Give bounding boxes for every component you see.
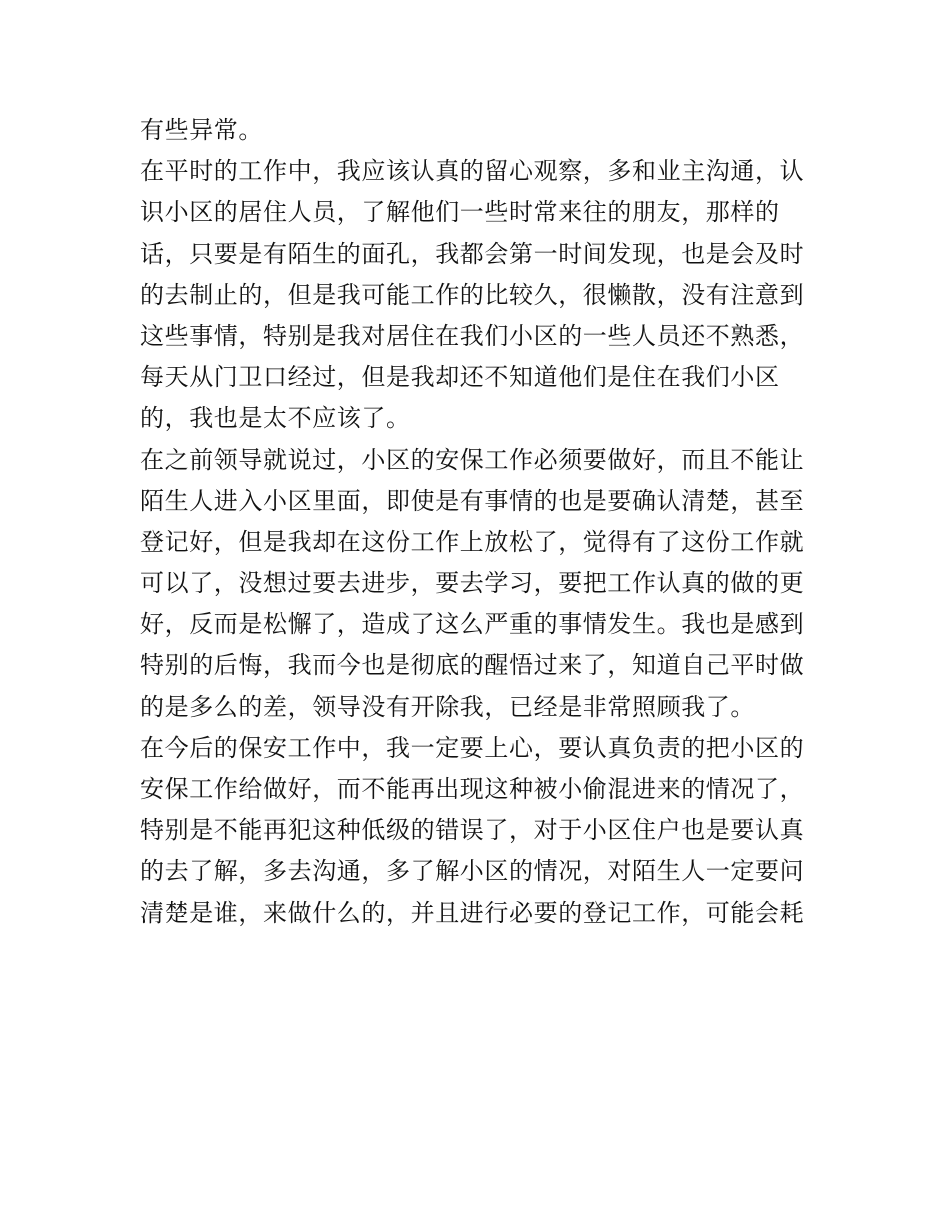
document-body (140, 110, 820, 934)
text-line: 识小区的居住人员，了解他们一些时常来往的朋友，那样的 (140, 198, 780, 227)
text-line: 登记好，但是我却在这份工作上放松了，觉得有了这份工作就 (140, 527, 805, 556)
text-line: 清楚是谁，来做什么的，并且进行必要的登记工作，可能会耗 (140, 898, 805, 927)
text-line: 每天从门卫口经过，但是我却还不知道他们是住在我们小区 (140, 363, 780, 392)
text-line: 有些异常。 (140, 116, 263, 144)
text-line: 陌生人进入小区里面，即使是有事情的也是要确认清楚，甚至 (140, 486, 805, 515)
text-line: 可以了，没想过要去进步，要去学习，要把工作认真的做的更 (140, 569, 805, 598)
text-line: 话，只要是有陌生的面孔，我都会第一时间发现，也是会及时 (140, 239, 805, 268)
text-line: 在平时的工作中，我应该认真的留心观察，多和业主沟通，认 (140, 157, 805, 186)
text-line: 的是多么的差，领导没有开除我，已经是非常照顾我了。 (140, 692, 755, 721)
text-line: 好，反而是松懈了，造成了这么严重的事情发生。我也是感到 (140, 610, 805, 639)
text-line: 在今后的保安工作中，我一定要上心，要认真负责的把小区的 (140, 733, 805, 762)
text-line: 这些事情，特别是我对居住在我们小区的一些人员还不熟悉， (140, 321, 805, 350)
text-line: 的，我也是太不应该了。 (140, 404, 411, 433)
text-line: 在之前领导就说过，小区的安保工作必须要做好，而且不能让 (140, 445, 805, 474)
text-line: 特别的后悔，我而今也是彻底的醒悟过来了，知道自己平时做 (140, 651, 805, 680)
text-line: 的去了解，多去沟通，多了解小区的情况，对陌生人一定要问 (140, 857, 805, 886)
text-line: 的去制止的，但是我可能工作的比较久，很懒散，没有注意到 (140, 280, 805, 309)
text-line: 特别是不能再犯这种低级的错误了，对于小区住户也是要认真 (140, 816, 805, 845)
text-line: 安保工作给做好，而不能再出现这种被小偷混进来的情况了， (140, 775, 805, 803)
